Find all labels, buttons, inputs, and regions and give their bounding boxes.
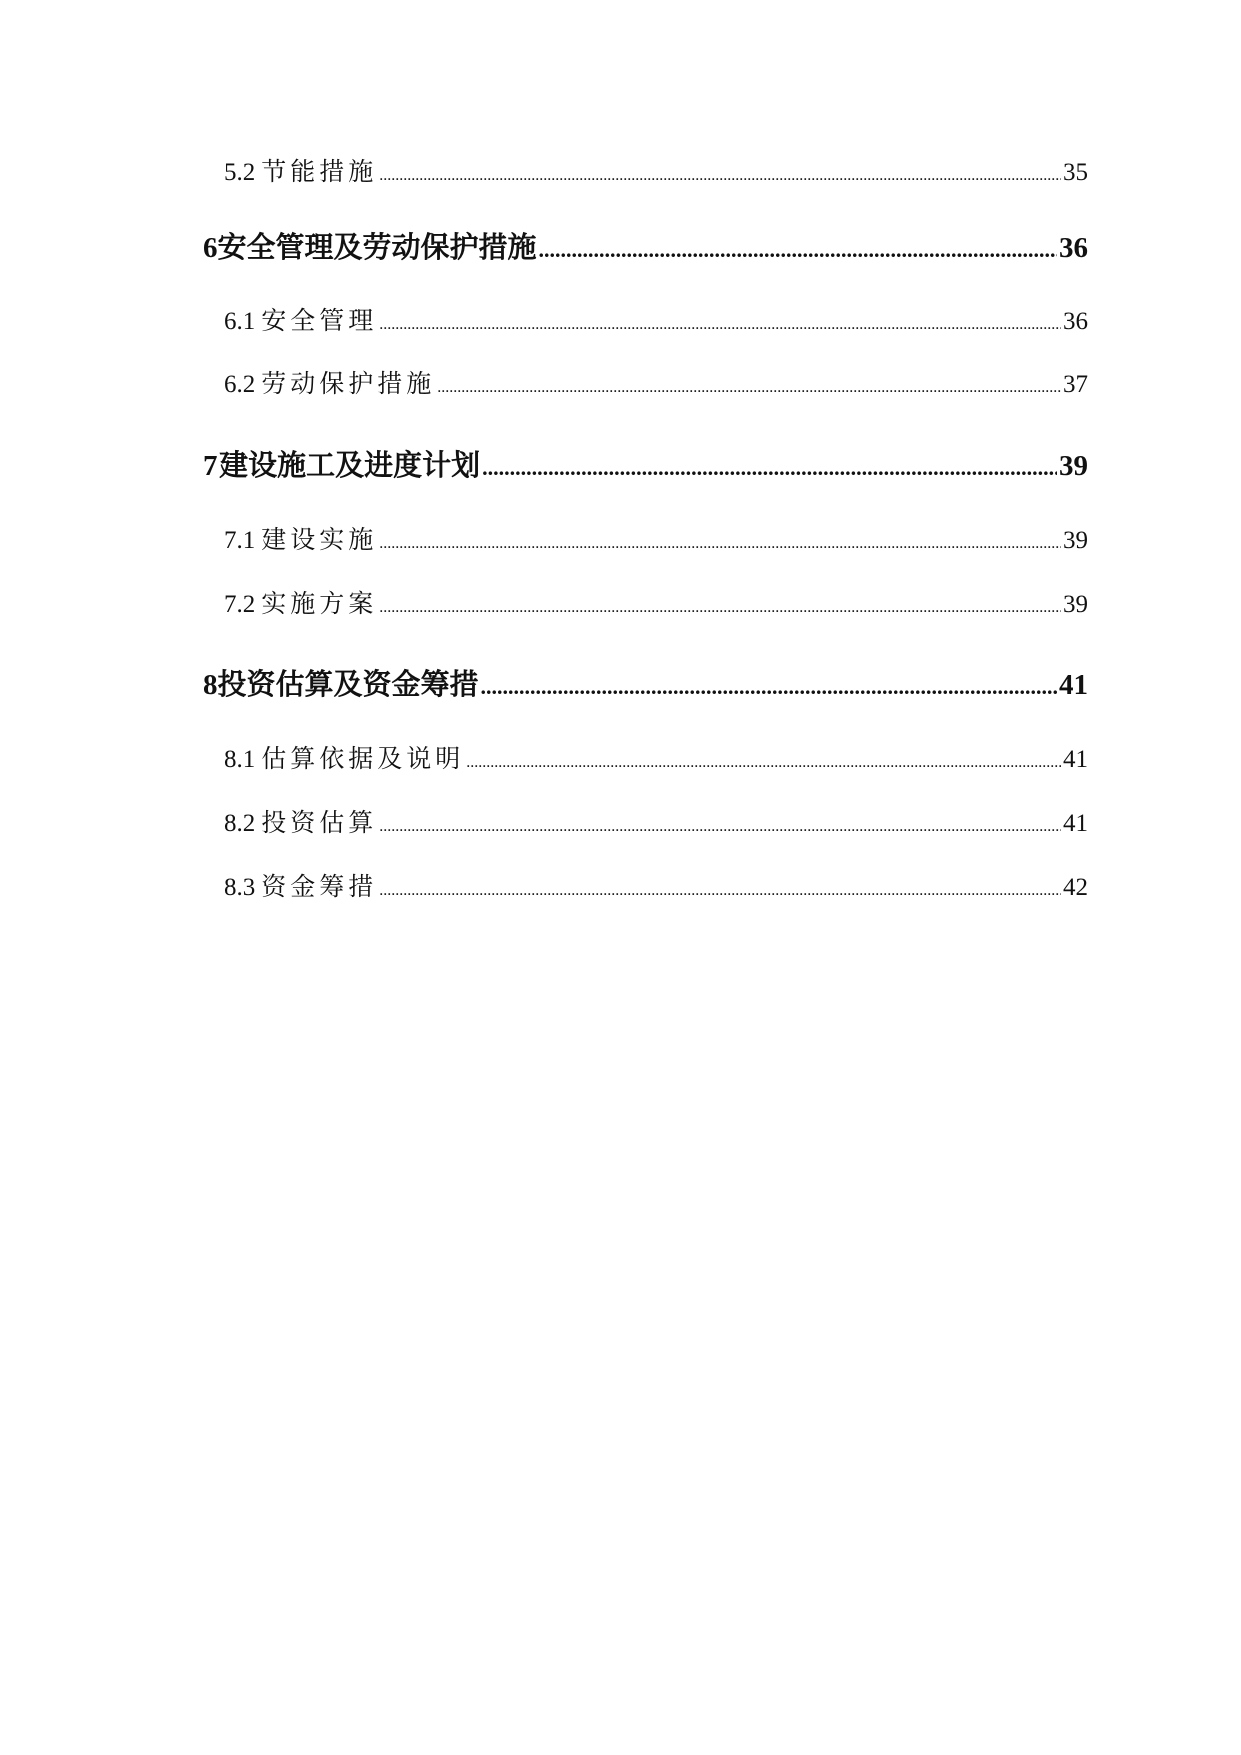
toc-entry-page: 39 [1063, 527, 1088, 554]
toc-entry-number: 7.1 [224, 527, 256, 554]
toc-entry-page: 37 [1063, 371, 1088, 398]
toc-entry-page: 39 [1063, 591, 1088, 618]
toc-entry-page: 41 [1063, 746, 1088, 773]
toc-entry-title: 实施方案 [261, 591, 378, 618]
toc-entry-6-2[interactable] [224, 364, 1088, 400]
toc-chapter-8[interactable] [203, 662, 1088, 703]
toc-entry-page: 42 [1063, 874, 1088, 901]
toc-entry-title: 安全管理 [261, 308, 378, 335]
toc-entry-page: 41 [1063, 810, 1088, 837]
toc-dot-leader [481, 669, 1057, 702]
toc-entry-number: 8.3 [224, 874, 256, 901]
toc-entry-title: 估算依据及说明 [261, 746, 465, 773]
toc-dot-leader [539, 232, 1057, 265]
toc-chapter-6[interactable] [203, 225, 1088, 266]
toc-entry-8-3[interactable] [224, 867, 1088, 903]
toc-entry-5-2[interactable] [224, 152, 1088, 188]
toc-entry-page: 35 [1063, 159, 1088, 186]
toc-entry-title: 劳动保护措施 [261, 371, 436, 398]
toc-entry-title: 资金筹措 [261, 874, 378, 901]
toc-entry-7-1[interactable] [224, 520, 1088, 556]
toc-entry-8-2[interactable] [224, 803, 1088, 839]
toc-dot-leader [437, 371, 1061, 399]
toc-chapter-title: 安全管理及劳动保护措施 [217, 232, 537, 264]
toc-dot-leader [379, 159, 1061, 187]
toc-chapter-7[interactable] [203, 443, 1088, 484]
toc-chapter-page: 39 [1059, 450, 1088, 482]
toc-dot-leader [379, 527, 1061, 555]
toc-entry-page: 36 [1063, 308, 1088, 335]
toc-dot-leader [466, 746, 1061, 774]
toc-entry-title: 投资估算 [261, 810, 378, 837]
toc-entry-8-1[interactable] [224, 739, 1088, 775]
toc-entry-number: 6.1 [224, 308, 256, 335]
toc-entry-title: 建设实施 [261, 527, 378, 554]
toc-dot-leader [482, 450, 1057, 483]
toc-entry-number: 5.2 [224, 159, 256, 186]
toc-entry-6-1[interactable] [224, 301, 1088, 337]
toc-chapter-title: 投资估算及资金筹措 [217, 669, 479, 701]
toc-chapter-number: 7 [203, 450, 218, 482]
toc-dot-leader [379, 810, 1061, 838]
toc-entry-number: 8.2 [224, 810, 256, 837]
toc-entry-7-2[interactable] [224, 584, 1088, 620]
toc-dot-leader [379, 591, 1061, 619]
toc-chapter-page: 41 [1059, 669, 1088, 701]
toc-chapter-title: 建设施工及进度计划 [219, 450, 481, 482]
toc-entry-number: 6.2 [224, 371, 256, 398]
toc-entry-title: 节能措施 [261, 159, 378, 186]
toc-chapter-number: 6 [203, 232, 218, 264]
toc-chapter-number: 8 [203, 669, 218, 701]
toc-chapter-page: 36 [1059, 232, 1088, 264]
toc-entry-number: 8.1 [224, 746, 256, 773]
toc-dot-leader [379, 874, 1061, 902]
toc-dot-leader [379, 308, 1061, 336]
toc-entry-number: 7.2 [224, 591, 256, 618]
